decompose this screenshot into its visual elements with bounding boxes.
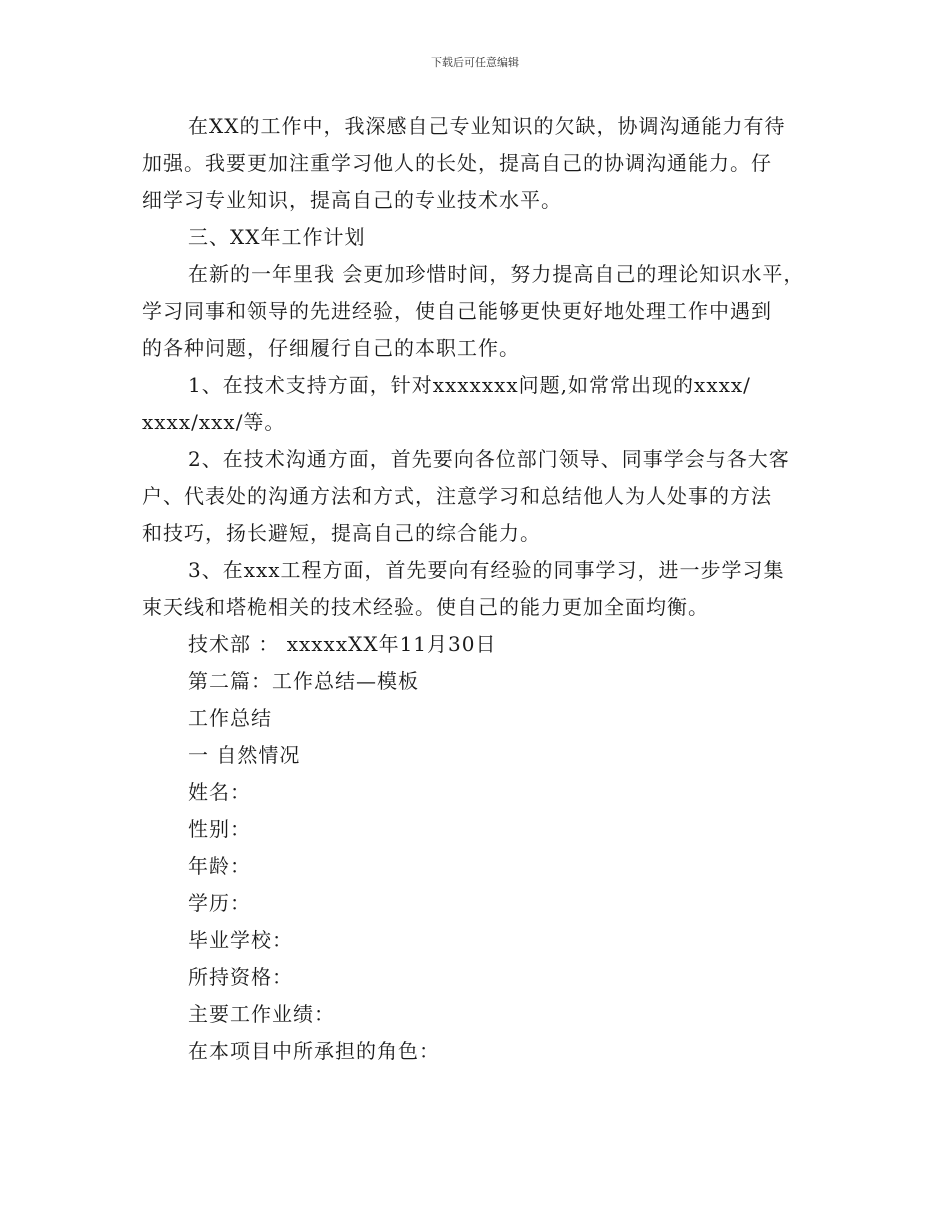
paragraph-line: 学习同事和领导的先进经验，使自己能够更快更好地处理工作中遇到 [142,299,772,323]
list-item-line: 和技巧，扬长避短，提高自己的综合能力。 [142,521,541,545]
form-field-label: 姓名： [188,780,251,804]
paragraph-line: 加强。我要更加注重学习他人的长处，提高自己的协调沟通能力。仔 [142,151,772,175]
section-heading: 三、XX年工作计划 [188,225,366,249]
paragraph-line: 在XX的工作中，我深感自己专业知识的欠缺，协调沟通能力有待 [188,114,786,138]
list-item-line: 束天线和塔桅相关的技术经验。使自己的能力更加全面均衡。 [142,595,709,619]
paragraph-line: 细学习专业知识，提高自己的专业技术水平。 [142,188,562,212]
signature-line: 技术部 ： xxxxxXX年11月30日 [188,632,497,656]
form-field-label: 所持资格： [188,965,293,989]
form-field-label: 毕业学校： [188,928,293,952]
list-item-line: 3、在xxx工程方面，首先要向有经验的同事学习，进一步学习集 [188,558,785,582]
form-field-label: 性别： [188,817,251,841]
form-field-label: 主要工作业绩： [188,1002,335,1026]
list-item-line: 2、在技术沟通方面，首先要向各位部门领导、同事学会与各大客 [188,447,790,471]
paragraph-line: 在新的一年里我 会更加珍惜时间，努力提高自己的理论知识水平， [188,262,805,286]
chapter-title: 第二篇：工作总结—模板 [188,669,419,693]
form-field-label: 年龄： [188,854,251,878]
header-note: 下载后可任意编辑 [431,56,519,69]
paragraph-line: 的各种问题，仔细履行自己的本职工作。 [142,336,520,360]
section-heading: 一 自然情况 [188,743,301,767]
list-item-line: 1、在技术支持方面，针对xxxxxxx问题,如常常出现的xxxx/ [188,373,751,397]
list-item-line: 户、代表处的沟通方法和方式，注意学习和总结他人为人处事的方法 [142,484,772,508]
form-field-label: 学历： [188,891,251,915]
document-body [142,108,822,1070]
list-item-line: xxxx/xxx/等。 [142,410,286,434]
subtitle: 工作总结 [188,706,272,730]
form-field-label: 在本项目中所承担的角色： [188,1039,440,1063]
